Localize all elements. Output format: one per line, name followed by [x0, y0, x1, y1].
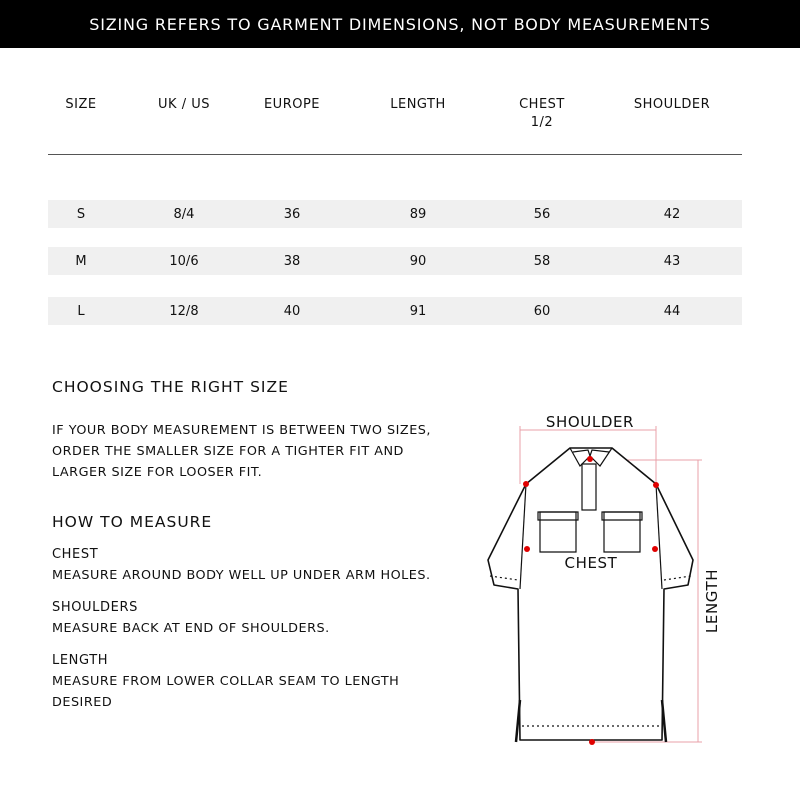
length-title: LENGTH	[52, 653, 109, 668]
table-row	[48, 200, 742, 228]
header-chest-sub: 1/2	[530, 115, 554, 130]
cell-uk-us: 12/8	[169, 304, 199, 319]
cell-shoulder: 43	[663, 254, 681, 269]
length-label: LENGTH	[703, 568, 721, 634]
cell-size: S	[76, 207, 86, 222]
cell-chest: 58	[533, 254, 551, 269]
cell-chest: 60	[533, 304, 551, 319]
table-row	[48, 297, 742, 325]
header-europe: EUROPE	[263, 97, 321, 112]
choosing-text	[52, 420, 472, 483]
cell-shoulder: 44	[663, 304, 681, 319]
cell-length: 90	[409, 254, 427, 269]
chest-text: MEASURE AROUND BODY WELL UP UNDER ARM HOLES.	[52, 568, 431, 583]
banner-text: SIZING REFERS TO GARMENT DIMENSIONS, NOT BODY MEASUREMENTS	[89, 14, 711, 34]
shoulder-left-point	[523, 481, 529, 487]
cell-size: L	[77, 304, 85, 319]
how-title: HOW TO MEASURE	[52, 513, 213, 531]
cell-uk-us: 10/6	[169, 254, 199, 269]
chest-label: CHEST	[564, 554, 618, 572]
choosing-line: ORDER THE SMALLER SIZE FOR A TIGHTER FIT AND	[52, 444, 404, 459]
choosing-line: LARGER SIZE FOR LOOSER FIT.	[52, 465, 263, 480]
cell-europe: 40	[283, 304, 301, 319]
shoulder-right-point	[653, 482, 659, 488]
length-text: DESIRED	[52, 695, 113, 710]
cell-europe: 36	[283, 207, 301, 222]
size-table	[48, 94, 742, 319]
length-section	[52, 651, 472, 713]
cell-length: 91	[409, 304, 427, 319]
polo-shirt-diagram-icon	[480, 400, 730, 760]
hem-point	[589, 739, 595, 745]
shoulder-label: SHOULDER	[545, 413, 635, 431]
header-uk-us: UK / US	[158, 97, 210, 112]
header-length: LENGTH	[390, 97, 446, 112]
cell-length: 89	[409, 207, 427, 222]
chest-section	[52, 545, 472, 586]
chest-title: CHEST	[52, 547, 99, 562]
chest-right-point	[652, 546, 658, 552]
header-shoulder: SHOULDER	[633, 97, 711, 112]
header-size: SIZE	[65, 97, 97, 112]
cell-chest: 56	[533, 207, 551, 222]
cell-size: M	[75, 254, 87, 269]
table-row	[48, 247, 742, 275]
shoulders-text: MEASURE BACK AT END OF SHOULDERS.	[52, 621, 330, 636]
choosing-title: CHOOSING THE RIGHT SIZE	[52, 378, 289, 396]
header-chest-label: CHEST	[519, 97, 565, 112]
shoulders-title: SHOULDERS	[52, 600, 138, 615]
collar-point	[587, 456, 593, 462]
cell-shoulder: 42	[663, 207, 681, 222]
chest-left-point	[524, 546, 530, 552]
table-header	[48, 94, 742, 155]
choosing-line: IF YOUR BODY MEASUREMENT IS BETWEEN TWO SIZES,	[52, 423, 431, 438]
cell-uk-us: 8/4	[173, 207, 195, 222]
cell-europe: 38	[283, 254, 301, 269]
length-text: MEASURE FROM LOWER COLLAR SEAM TO LENGTH	[52, 674, 400, 689]
header-chest	[492, 96, 592, 132]
size-guide-text	[52, 378, 472, 713]
sizing-banner	[0, 0, 800, 48]
shoulders-section	[52, 598, 472, 639]
